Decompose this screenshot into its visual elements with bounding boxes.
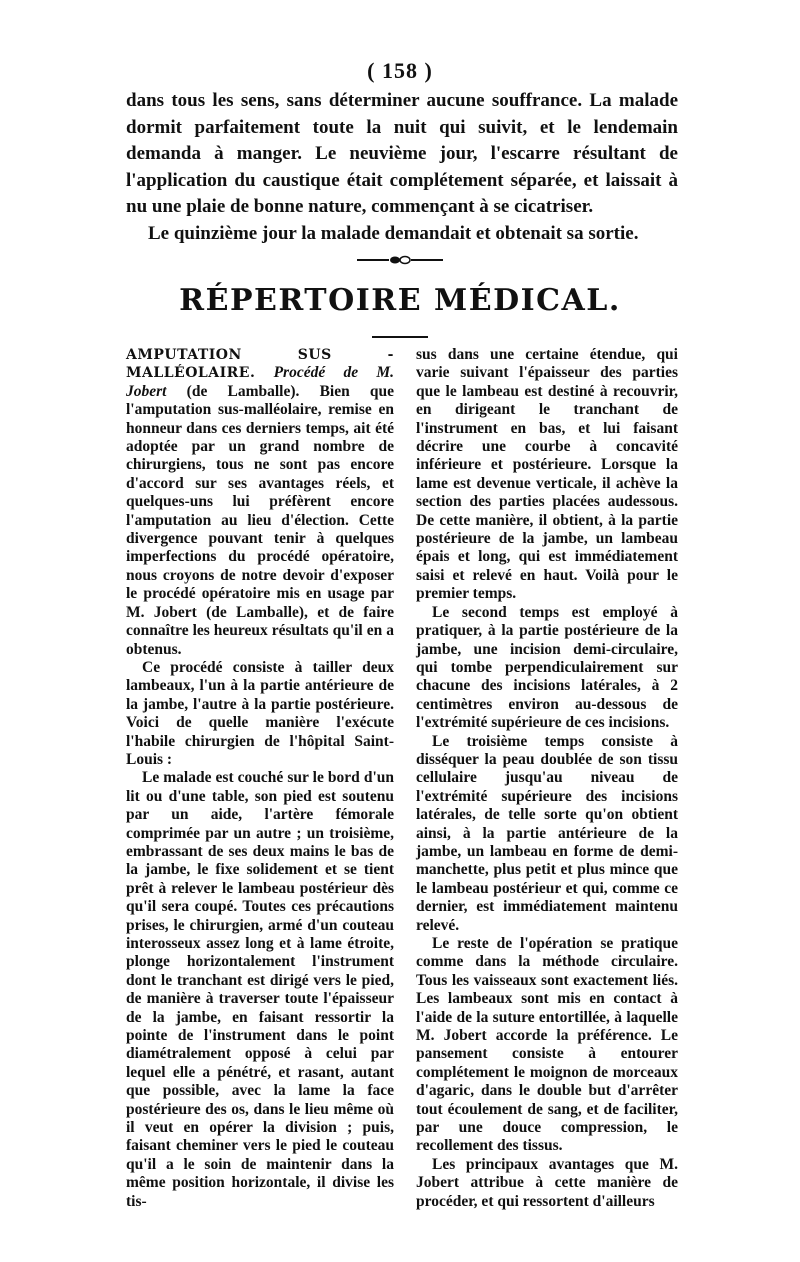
article-intro-paragraph — [126, 346, 394, 659]
article-paragraph: Le second temps est employé à pratiquer, à la partie postérieure de la jambe, une incision demi-circulaire, qui tombe perpendiculairement sur chacune des incisions latérales, à 2 centimètres environ au-dessous de l'extrémité supérieure de ces incisions. — [416, 603, 678, 732]
section-title: RÉPERTOIRE MÉDICAL. — [179, 283, 621, 318]
article-paragraph: Le reste de l'opération se pratique comme dans la méthode circulaire. Tous les vaisseaux sont exactement liés. Les lambeaux sont mis en contact à l'aide de la suture entortillée, à laquelle M. Jobert accorde la préférence. Le pansement consiste à entourer complétement le moignon de morceaux d'agaric, dans le double but d'arrêter tout écoulement de sang, et de faciliter, par une douce compression, le recollement des tissus. — [416, 935, 678, 1155]
left-column — [126, 346, 394, 1211]
ornament-divider — [355, 254, 445, 266]
article-paragraph: Les principaux avantages que M. Jobert attribue à cette manière de procéder, et qui ressortent d'ailleurs — [416, 1155, 678, 1210]
article-heading: AMPUTATION SUS - MALLÉOLAIRE. — [126, 347, 394, 382]
intro-paragraph: Le quinzième jour la malade demandait et obtenait sa sortie. — [148, 222, 639, 244]
right-column — [416, 346, 678, 1211]
article-paragraph: Le troisième temps consiste à disséquer la peau doublée de son tissu cellulaire jusqu'au niveau de l'extrémité supérieure des incisions latérales, de telle sorte qu'on obtient ainsi, à la partie antérieure de la jambe, un lambeau en forme de demi-manchette, plus petit et plus mince que le lambeau postérieur et qui, comme ce dernier, est immédiatement maintenu relevé. — [416, 732, 678, 934]
article-paragraph: sus dans une certaine étendue, qui varie suivant l'épaisseur des parties que le lambeau est destiné à recouvrir, en dirigeant le tranchant de l'instrument en bas, et lui faisant décrire une courbe à concavité inférieure et postérieure. Lorsque la lame est devenue verticale, il achève la section des parties placées audessous. De cette manière, il obtient, à la partie postérieure de la jambe, un lambeau épais et long, qui est immédiatement saisi et relevé en haut. Voilà pour le premier temps. — [416, 346, 678, 603]
article-subheading: Procédé de M. Jobert — [126, 364, 394, 400]
intro-paragraph: dans tous les sens, sans déterminer aucune souffrance. La malade dormit parfaitement toute la nuit qui suivit, et le lendemain demanda à manger. Le neuvième jour, l'escarre résultant de l'application du caustique était complétement séparée, et laissait à nu une plaie de bonne nature, commençant à se cicatriser. — [126, 90, 678, 217]
article-paragraph: Ce procédé consiste à tailler deux lambeaux, l'un à la partie antérieure de la jambe, l'autre à la partie postérieure. Voici de quelle manière l'exécute l'habile chirurgien de l'hôpital Saint-Louis : — [126, 658, 394, 768]
page-number: ( 158 ) — [367, 58, 433, 83]
article-heading-tail: (de Lamballe). Bien que l'amputation sus-malléolaire, remise en honneur dans ces derniers temps, ait été adoptée par un grand nombre de chirurgiens, tous ne sont pas encore d'accord sur ses avantages réels, et quelques-uns lui préfèrent encore l'amputation au lieu d'élection. Cette divergence pouvant tenir à quelques imperfections du procédé opératoire, nous croyons de notre devoir d'exposer le procédé opératoire mis en usage par M. Jobert (de Lamballe), et de faire connaître les heureux résultats qu'il en a obtenus. — [126, 382, 395, 658]
article-paragraph: Le malade est couché sur le bord d'un lit ou d'une table, son pied est soutenu par un aide, l'artère fémorale comprimée par un autre ; un troisième, embrassant de ses deux mains le bas de la jambe, le fixe solidement et se tient prêt à relever le lambeau postérieur dès qu'il sera coupé. Toutes ces précautions prises, le chirurgien, armé d'un couteau interosseux assez long et à lame étroite, plonge horizontalement l'instrument dont le tranchant est dirigé vers le pied, de manière à traverser toute l'épaisseur de la jambe, en faisant ressortir la pointe de l'instrument dans le point diamétralement opposé à celui par lequel elle a pénétré, et rasant, autant que possible, avec la lame la face postérieure des os, dans le lieu même où il veut en opérer la division ; puis, faisant cheminer vers le pied le couteau qu'il a le soin de maintenir dans la même position horizontale, il divise les tis- — [126, 769, 394, 1210]
title-rule — [372, 336, 428, 338]
intro-text — [126, 88, 678, 247]
